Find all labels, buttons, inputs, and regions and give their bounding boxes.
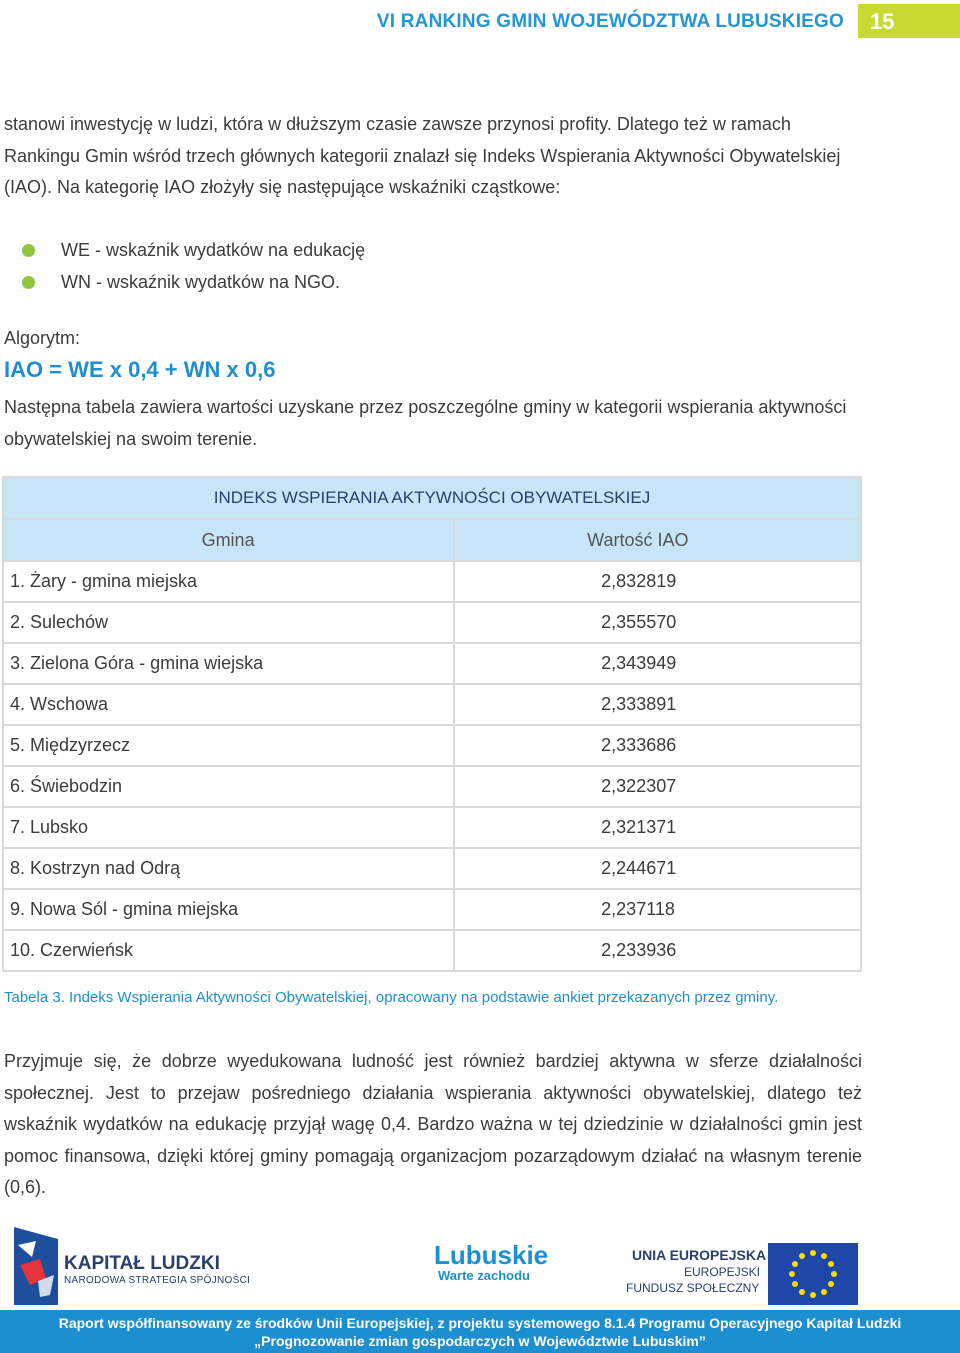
kapital-ludzki-subtitle: NARODOWA STRATEGIA SPÓJNOŚCI bbox=[64, 1275, 251, 1286]
page-header bbox=[0, 0, 960, 42]
list-item bbox=[22, 266, 365, 298]
list-item-text: WN - wskaźnik wydatków na NGO. bbox=[61, 271, 341, 292]
table-row bbox=[3, 684, 861, 725]
gmina-cell: 1. Żary - gmina miejska bbox=[3, 561, 454, 602]
iao-value-cell: 2,321371 bbox=[454, 807, 861, 848]
iao-value-cell: 2,343949 bbox=[454, 643, 861, 684]
table-row bbox=[3, 807, 861, 848]
table-caption bbox=[4, 989, 778, 1006]
table-title: INDEKS WSPIERANIA AKTYWNOŚCI OBYWATELSKIEJ bbox=[3, 477, 861, 519]
table-row bbox=[3, 766, 861, 807]
table-row bbox=[3, 930, 861, 971]
gmina-cell: 10. Czerwieńsk bbox=[3, 930, 454, 971]
gmina-cell: 9. Nowa Sól - gmina miejska bbox=[3, 889, 454, 930]
iao-value-cell: 2,333686 bbox=[454, 725, 861, 766]
gmina-cell: 8. Kostrzyn nad Odrą bbox=[3, 848, 454, 889]
caption-label: Tabela 3. bbox=[4, 989, 65, 1006]
intro-paragraph: stanowi inwestycję w ludzi, która w dłuższym czasie zawsze przynosi profity. Dlatego też w ramach Rankingu Gmin wśród trzech głównych kategorii znalazł się Indeks Wspierania Aktywności Obywatelskiej (IAO). Na kategorię IAO złożyły się następujące wskaźniki cząstkowe: bbox=[4, 114, 841, 197]
gmina-cell: 4. Wschowa bbox=[3, 684, 454, 725]
bullet-dot-icon bbox=[22, 276, 35, 289]
table-row bbox=[3, 725, 861, 766]
header-title: VI RANKING GMIN WOJEWÓDZTWA LUBUSKIEGO bbox=[376, 11, 844, 32]
iao-value-cell: 2,333891 bbox=[454, 684, 861, 725]
table-row bbox=[3, 889, 861, 930]
eu-label-2: EUROPEJSKI bbox=[684, 1265, 761, 1279]
footer-logos bbox=[0, 1225, 960, 1310]
iao-value-cell: 2,244671 bbox=[454, 848, 861, 889]
footer-line-2: „Prognozowanie zmian gospodarczych w Województwie Lubuskim” bbox=[254, 1333, 706, 1349]
iao-value-cell: 2,233936 bbox=[454, 930, 861, 971]
table-row bbox=[3, 602, 861, 643]
eu-flag-icon bbox=[768, 1243, 858, 1305]
algorithm-label: Algorytm: bbox=[4, 328, 81, 348]
list-item-text: WE - wskaźnik wydatków na edukację bbox=[61, 239, 366, 260]
column-header-value: Wartość IAO bbox=[454, 519, 861, 561]
formula: IAO = WE x 0,4 + WN x 0,6 bbox=[4, 357, 276, 382]
table-body bbox=[3, 561, 861, 971]
closing-paragraph: Przyjmuje się, że dobrze wyedukowana ludność jest również bardziej aktywna w sferze działalności społecznej. Jest to przejaw pośredniego działania wspierania aktywności obywatelskiej, dlatego też wskaźnik wydatków na edukację przyjął wagę 0,4. Bardzo ważna w tej dziedzinie w działalności gmin jest pomoc finansowa, dzięki której gminy pomagają organizacjom pozarządowym działać na własnym terenie (0,6). bbox=[4, 1051, 862, 1197]
eu-label-3: FUNDUSZ SPOŁECZNY bbox=[626, 1281, 760, 1295]
eu-label-1: UNIA EUROPEJSKA bbox=[632, 1247, 767, 1263]
iao-value-cell: 2,355570 bbox=[454, 602, 861, 643]
gmina-cell: 2. Sulechów bbox=[3, 602, 454, 643]
table-row bbox=[3, 848, 861, 889]
bullet-dot-icon bbox=[22, 244, 35, 257]
table-intro-paragraph: Następna tabela zawiera wartości uzyskane przez poszczególne gminy w kategorii wspierania aktywności obywatelskiej na swoim terenie. bbox=[4, 397, 847, 449]
list-item bbox=[22, 234, 365, 266]
iao-value-cell: 2,832819 bbox=[454, 561, 861, 602]
kapital-ludzki-logo-icon bbox=[10, 1225, 62, 1307]
gmina-cell: 7. Lubsko bbox=[3, 807, 454, 848]
table-row bbox=[3, 561, 861, 602]
iao-value-cell: 2,322307 bbox=[454, 766, 861, 807]
indicator-list bbox=[22, 234, 365, 298]
iao-table bbox=[2, 476, 862, 972]
table-row bbox=[3, 643, 861, 684]
caption-text: Indeks Wspierania Aktywności Obywatelskiej, opracowany na podstawie ankiet przekazanych przez gminy. bbox=[64, 989, 779, 1006]
gmina-cell: 6. Świebodzin bbox=[3, 766, 454, 807]
page-number: 15 bbox=[858, 4, 960, 38]
column-header-gmina: Gmina bbox=[3, 519, 454, 561]
lubuskie-logo-subtitle: Warte zachodu bbox=[438, 1268, 530, 1283]
lubuskie-logo-title: Lubuskie bbox=[434, 1240, 549, 1270]
kapital-ludzki-title: KAPITAŁ LUDZKI bbox=[64, 1253, 220, 1274]
footer-line-1: Raport współfinansowany ze środków Unii Europejskiej, z projektu systemowego 8.1.4 Programu Operacyjnego Kapitał Ludzki bbox=[58, 1315, 902, 1331]
iao-value-cell: 2,237118 bbox=[454, 889, 861, 930]
gmina-cell: 3. Zielona Góra - gmina wiejska bbox=[3, 643, 454, 684]
gmina-cell: 5. Międzyrzecz bbox=[3, 725, 454, 766]
